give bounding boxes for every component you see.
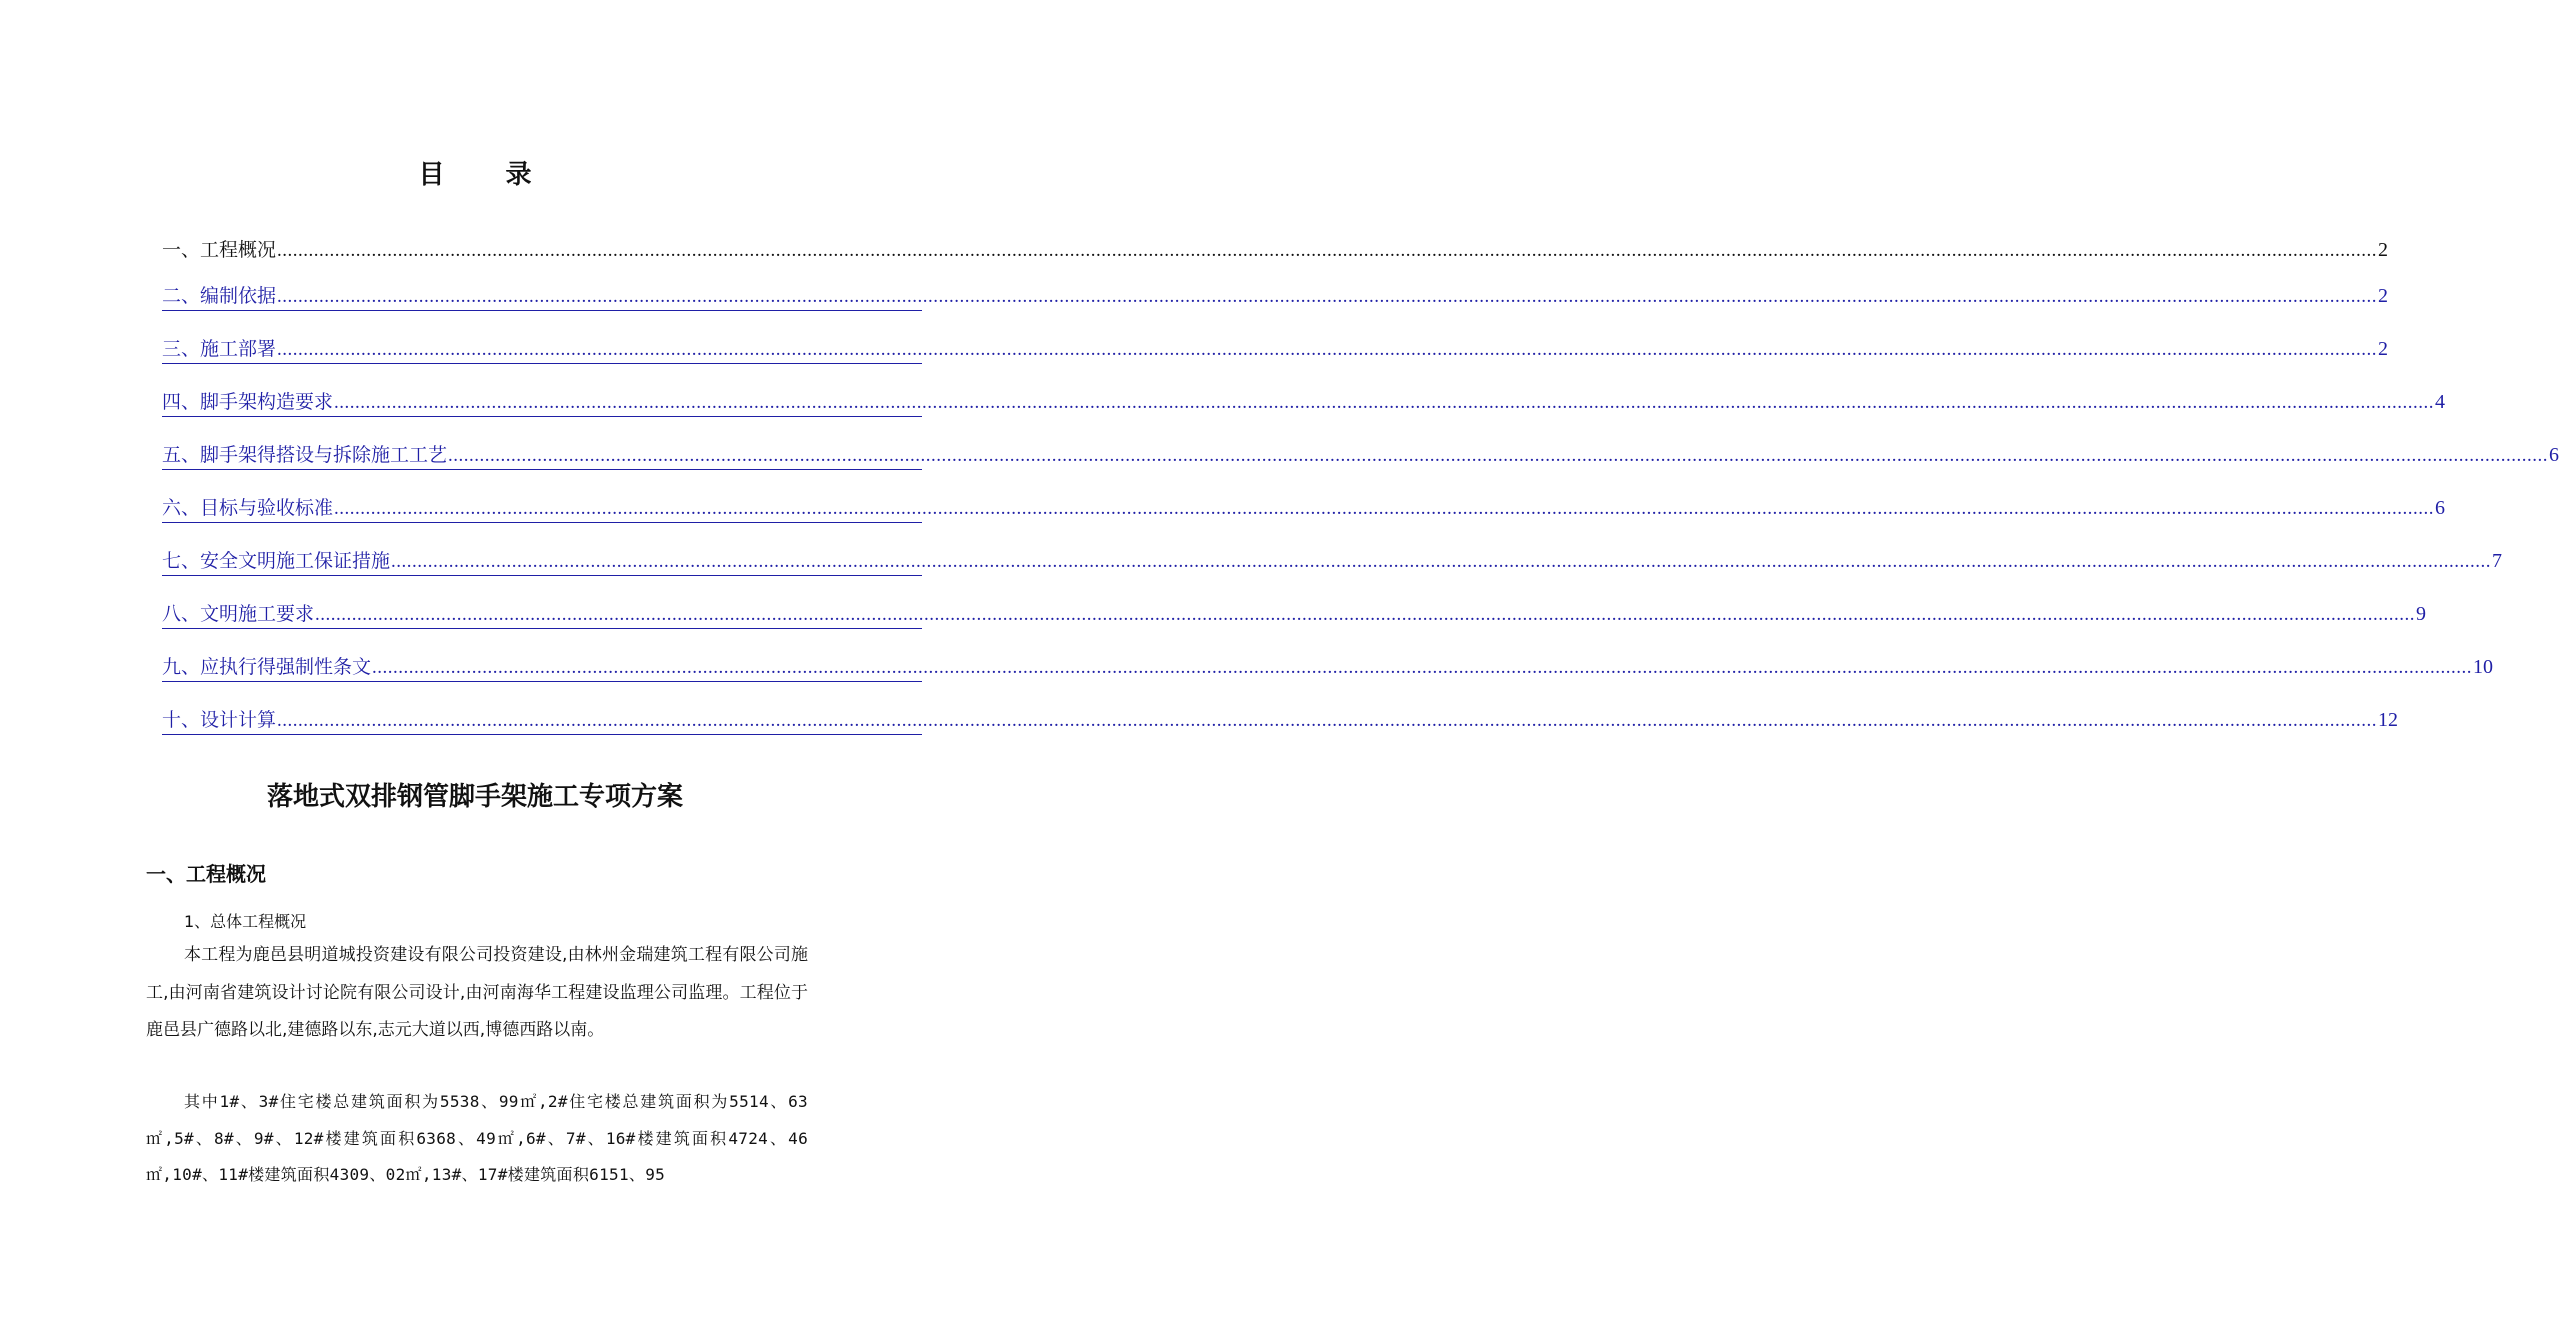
toc-entry-label: 八、文明施工要求	[162, 603, 315, 625]
toc-entry-page: 2	[2378, 338, 2389, 360]
toc-dot-leader: ................................................................................................................................................................................................................................................................................................................................................................................................................	[277, 240, 2378, 261]
toc-entry-9[interactable]	[162, 654, 2494, 682]
toc-entry-label: 九、应执行得强制性条文	[162, 656, 372, 678]
toc-entry-label: 四、脚手架构造要求	[162, 391, 334, 413]
toc-entry-1[interactable]	[162, 237, 2389, 264]
toc-title: 目 录	[418, 160, 558, 190]
toc-dot-leader: ................................................................................................................................................................................................................................................................................................................................................................................................................	[391, 551, 2492, 572]
toc-entry-page: 7	[2492, 550, 2503, 572]
document-title: 落地式双排钢管脚手架施工专项方案	[266, 782, 683, 812]
toc-entry-3[interactable]	[162, 336, 2389, 364]
toc-entry-label: 二、编制依据	[162, 285, 277, 307]
section-heading: 一、工程概况	[146, 862, 266, 886]
toc-entry-2[interactable]	[162, 283, 2389, 311]
toc-entry-page: 10	[2473, 656, 2494, 678]
toc-entry-page: 2	[2378, 239, 2389, 261]
body-paragraph: 其中1#、3#住宅楼总建筑面积为5538、99㎡,2#住宅楼总建筑面积为5514、63㎡,5#、8#、9#、12#楼建筑面积6368、49㎡,6#、7#、16#楼建筑面积4724、46㎡,10#、11#楼建筑面积4309、02㎡,13#、17#楼建筑面积6151、95	[146, 1092, 808, 1184]
toc-entry-page: 4	[2435, 391, 2446, 413]
toc-entry-label: 五、脚手架得搭设与拆除施工工艺	[162, 444, 448, 466]
toc-entry-page: 6	[2435, 497, 2446, 519]
toc-dot-leader: ................................................................................................................................................................................................................................................................................................................................................................................................................	[315, 604, 2416, 625]
toc-entry-4[interactable]	[162, 389, 2446, 417]
toc-entry-page: 2	[2378, 285, 2389, 307]
toc-dot-leader: ................................................................................................................................................................................................................................................................................................................................................................................................................	[277, 710, 2378, 731]
sub-heading: 1、总体工程概况	[184, 912, 307, 931]
toc-dot-leader: ................................................................................................................................................................................................................................................................................................................................................................................................................	[372, 657, 2473, 678]
toc-entry-label: 六、目标与验收标准	[162, 497, 334, 519]
toc-entry-page: 12	[2378, 709, 2399, 731]
toc-entry-10[interactable]	[162, 707, 2399, 735]
toc-dot-leader: ................................................................................................................................................................................................................................................................................................................................................................................................................	[277, 286, 2378, 307]
toc-entry-label: 一、工程概况	[162, 239, 277, 261]
toc-entry-page: 6	[2549, 444, 2559, 466]
toc-entry-6[interactable]	[162, 495, 2446, 523]
toc-entry-label: 三、施工部署	[162, 338, 277, 360]
toc-entry-7[interactable]	[162, 548, 2503, 576]
toc-entry-label: 七、安全文明施工保证措施	[162, 550, 391, 572]
toc-entry-8[interactable]	[162, 601, 2427, 629]
toc-dot-leader: ................................................................................................................................................................................................................................................................................................................................................................................................................	[448, 445, 2549, 466]
toc-entry-page: 9	[2416, 603, 2427, 625]
toc-entry-label: 十、设计计算	[162, 709, 277, 731]
toc-entry-5[interactable]	[162, 442, 2559, 470]
body-paragraph: 本工程为鹿邑县明道城投资建设有限公司投资建设,由林州金瑞建筑工程有限公司施工,由河南省建筑设计讨论院有限公司设计,由河南海华工程建设监理公司监理。工程位于鹿邑县广德路以北,建德路以东,志元大道以西,博德西路以南。	[146, 945, 808, 1040]
toc-dot-leader: ................................................................................................................................................................................................................................................................................................................................................................................................................	[277, 339, 2378, 360]
toc-dot-leader: ................................................................................................................................................................................................................................................................................................................................................................................................................	[334, 392, 2435, 413]
toc-dot-leader: ................................................................................................................................................................................................................................................................................................................................................................................................................	[334, 498, 2435, 519]
